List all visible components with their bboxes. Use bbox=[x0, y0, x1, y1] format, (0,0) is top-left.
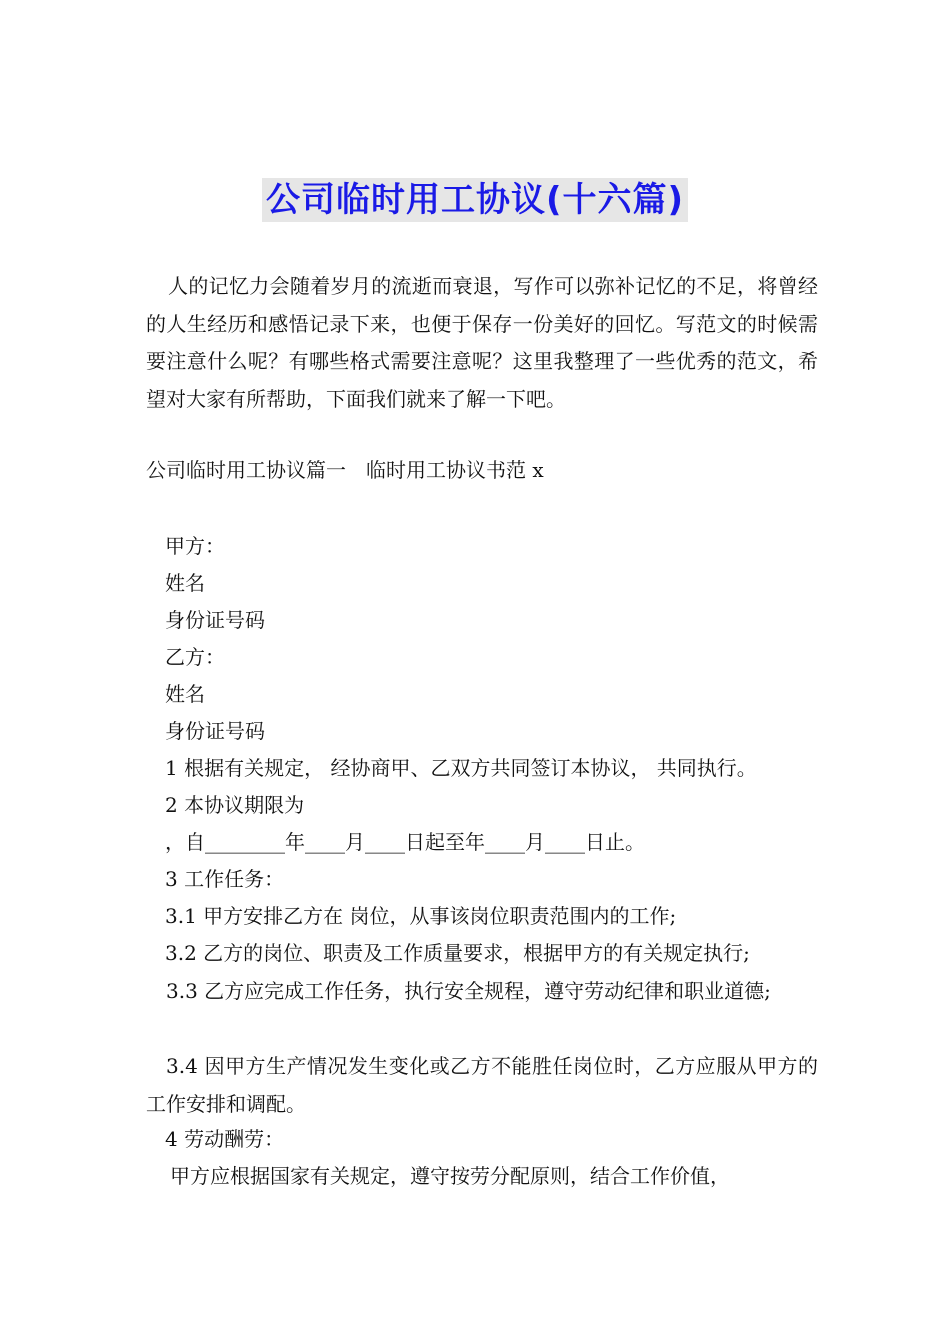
clause-3-3: 3.3 乙方应完成工作任务，执行安全规程，遵守劳动纪律和职业道德; bbox=[166, 979, 771, 1003]
clause-3-4: 3.4 因甲方生产情况发生变化或乙方不能胜任岗位时，乙方应服从甲方的工作安排和调配。 bbox=[146, 1054, 818, 1116]
party-b-id-label: 身份证号码 bbox=[165, 719, 265, 743]
document-title: 公司临时用工协议(十六篇) bbox=[262, 178, 688, 222]
intro-paragraph: 人的记忆力会随着岁月的流逝而衰退，写作可以弥补记忆的不足，将曾经的人生经历和感悟记录下来，也便于保存一份美好的回忆。写范文的时候需要注意什么呢？有哪些格式需要注意呢？这里我整理了一些优秀的范文，希望对大家有所帮助，下面我们就来了解一下吧。 bbox=[146, 274, 818, 411]
document-title-container bbox=[0, 178, 950, 222]
clause-2: 2 本协议期限为 bbox=[165, 793, 305, 817]
clause-4: 4 劳动酬劳： bbox=[165, 1127, 285, 1151]
party-b-name-label: 姓名 bbox=[165, 682, 205, 706]
party-a-name-label: 姓名 bbox=[165, 571, 205, 595]
party-a-label: 甲方： bbox=[165, 534, 225, 558]
clause-2-period: ，自________年____月____日起至年____月____日止。 bbox=[165, 830, 645, 854]
clause-4-text: 甲方应根据国家有关规定，遵守按劳分配原则，结合工作价值， bbox=[170, 1164, 730, 1188]
party-a-id-label: 身份证号码 bbox=[165, 608, 265, 632]
clause-3-2: 3.2 乙方的岗位、职责及工作质量要求，根据甲方的有关规定执行; bbox=[165, 941, 750, 965]
clause-3: 3 工作任务： bbox=[165, 867, 285, 891]
clause-1: 1 根据有关规定， 经协商甲、乙双方共同签订本协议， 共同执行。 bbox=[165, 756, 757, 780]
clause-3-1: 3.1 甲方安排乙方在 岗位，从事该岗位职责范围内的工作; bbox=[165, 904, 677, 928]
party-b-label: 乙方： bbox=[165, 645, 225, 669]
section-heading: 公司临时用工协议篇一 临时用工协议书范 x bbox=[146, 458, 544, 482]
